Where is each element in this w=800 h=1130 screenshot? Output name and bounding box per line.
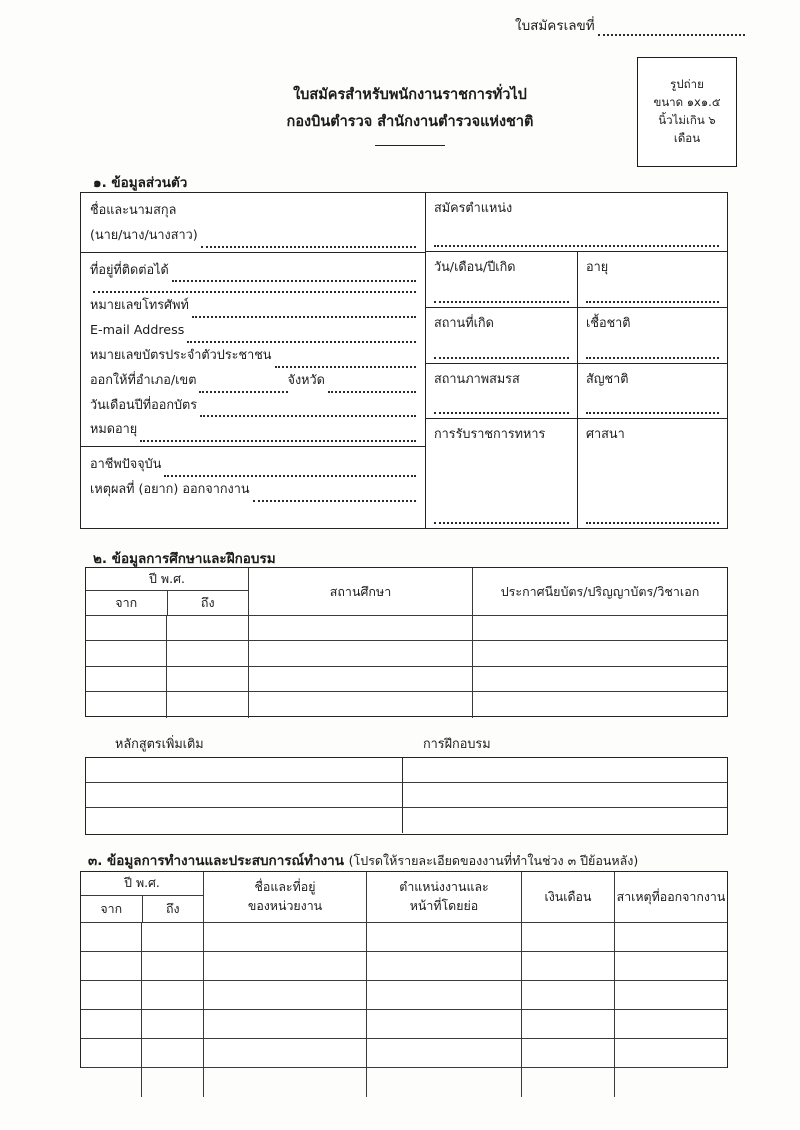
work-table-header	[81, 872, 727, 923]
education-table-header	[86, 568, 727, 616]
age-label: อายุ	[586, 259, 609, 274]
work-cell-org[interactable]	[204, 952, 367, 980]
education-degree-header: ประกาศนียบัตร/ปริญญาบัตร/วิชาเอก	[500, 583, 700, 599]
address-label: ที่อยู่ที่ติดต่อได้	[90, 261, 169, 277]
name-label: ชื่อและนามสกุล	[90, 202, 177, 217]
position-dotted-line[interactable]	[434, 239, 719, 247]
table-row[interactable]	[81, 1010, 727, 1039]
personal-left-column	[81, 193, 426, 528]
position-row	[426, 193, 727, 251]
issued-at-label: ออกให้ที่อำเภอ/เขต	[90, 371, 197, 387]
occupation-block	[81, 446, 425, 506]
nationality-dotted-line[interactable]	[586, 406, 719, 414]
work-cell-position[interactable]	[367, 1039, 522, 1067]
education-cell-school[interactable]	[249, 616, 473, 640]
issued-at-input-row[interactable]	[90, 368, 416, 393]
birthplace-row	[426, 307, 727, 363]
education-cell-from[interactable]	[86, 616, 167, 640]
education-year-subheaders	[86, 591, 248, 615]
section-3-heading-note: (โปรดให้รายละเอียดของงานที่ทำในช่วง ๓ ปีย้อนหลัง)	[348, 853, 639, 868]
table-row[interactable]	[86, 783, 727, 808]
province-dotted-line[interactable]	[328, 381, 416, 392]
birthdate-label: วัน/เดือน/ปีเกิด	[434, 259, 516, 274]
work-cell-org[interactable]	[204, 981, 367, 1009]
application-number-field[interactable]	[515, 14, 745, 36]
work-cell-salary[interactable]	[522, 1039, 615, 1067]
work-cell-position[interactable]	[367, 1068, 522, 1097]
work-position-header-line-1: ตำแหน่งงานและ	[399, 879, 489, 895]
phone-input-row[interactable]	[90, 293, 416, 318]
work-cell-reason[interactable]	[615, 1068, 727, 1097]
education-cell-to[interactable]	[167, 692, 249, 717]
photo-box-line-2: ขนาด ๑x๑.๕	[653, 95, 721, 110]
birthplace-cell[interactable]	[426, 308, 578, 363]
military-service-label: การรับราชการทหาร	[434, 426, 546, 441]
work-year-subheaders	[81, 896, 203, 922]
name-dotted-line[interactable]	[201, 236, 416, 247]
personal-right-column	[426, 193, 727, 528]
religion-label: ศาสนา	[586, 426, 625, 441]
work-org-header-line-2: ของหน่วยงาน	[247, 898, 323, 913]
education-to-header: ถึง	[200, 595, 215, 610]
section-2-heading: ๒. ข้อมูลการศึกษาและฝึกอบรม	[93, 551, 276, 567]
birthdate-dotted-line[interactable]	[434, 295, 569, 303]
education-cell-from[interactable]	[86, 667, 167, 691]
work-cell-to[interactable]	[142, 1039, 204, 1067]
education-cell-degree[interactable]	[473, 616, 727, 640]
marital-status-label: สถานภาพสมรส	[434, 371, 520, 386]
training-cell-training[interactable]	[403, 808, 727, 833]
nationality-label: สัญชาติ	[586, 371, 629, 386]
table-row[interactable]	[81, 1039, 727, 1068]
address-input-row[interactable]	[90, 258, 416, 283]
work-cell-reason[interactable]	[615, 952, 727, 980]
education-year-group	[86, 568, 249, 615]
work-cell-org[interactable]	[204, 1010, 367, 1038]
education-year-group-header: ปี พ.ศ.	[86, 568, 248, 591]
expiry-dotted-line[interactable]	[140, 431, 416, 442]
work-cell-position[interactable]	[367, 1010, 522, 1038]
education-cell-school[interactable]	[249, 692, 473, 717]
table-row[interactable]	[81, 952, 727, 981]
marital-status-dotted-line[interactable]	[434, 406, 569, 414]
education-cell-from[interactable]	[86, 641, 167, 665]
name-label-row	[90, 198, 416, 223]
military-service-dotted-line[interactable]	[434, 516, 569, 524]
work-cell-from[interactable]	[81, 1010, 142, 1038]
education-cell-to[interactable]	[167, 616, 249, 640]
work-leave-reason-header: สาเหตุที่ออกจากงาน	[616, 888, 726, 904]
work-from-header: จาก	[81, 896, 143, 922]
work-org-header	[204, 872, 367, 922]
name-prefix-label: (นาย/นาง/นางสาว)	[90, 226, 198, 242]
work-cell-from[interactable]	[81, 923, 142, 951]
training-cell-course[interactable]	[86, 783, 403, 807]
military-service-cell[interactable]	[426, 419, 578, 528]
work-cell-salary[interactable]	[522, 952, 615, 980]
work-salary-header: เงินเดือน	[522, 872, 615, 922]
position-cell[interactable]	[426, 193, 727, 251]
issue-date-label: วันเดือนปีที่ออกบัตร	[90, 396, 198, 412]
issue-date-input-row[interactable]	[90, 393, 416, 418]
work-cell-to[interactable]	[142, 923, 204, 951]
work-to-header: ถึง	[165, 900, 180, 916]
education-cell-from[interactable]	[86, 692, 167, 717]
table-row[interactable]	[86, 616, 727, 641]
religion-dotted-line[interactable]	[586, 516, 719, 524]
title-divider-rule	[375, 145, 445, 146]
work-cell-to[interactable]	[142, 1010, 204, 1038]
education-cell-degree[interactable]	[473, 667, 727, 691]
leave-reason-input-row[interactable]	[90, 477, 416, 502]
issued-at-dotted-line[interactable]	[199, 381, 287, 392]
work-org-header-line-1: ชื่อและที่อยู่	[254, 879, 316, 895]
work-position-header	[367, 872, 522, 922]
training-cell-training[interactable]	[403, 783, 727, 807]
id-card-dotted-line[interactable]	[275, 357, 417, 368]
expiry-label: หมดอายุ	[90, 421, 138, 437]
current-job-dotted-line[interactable]	[164, 466, 416, 477]
photo-box-line-1: รูปถ่าย	[670, 77, 704, 92]
ethnicity-cell[interactable]	[578, 308, 727, 363]
work-cell-reason[interactable]	[615, 1010, 727, 1038]
ethnicity-label: เชื้อชาติ	[586, 315, 631, 330]
address-dotted-line-1[interactable]	[172, 271, 416, 282]
education-from-header: จาก	[86, 591, 168, 615]
email-dotted-line[interactable]	[187, 332, 416, 343]
birth-row	[426, 251, 727, 307]
education-cell-degree[interactable]	[473, 641, 727, 665]
work-cell-position[interactable]	[367, 923, 522, 951]
work-year-group-header: ปี พ.ศ.	[81, 872, 203, 896]
work-cell-to[interactable]	[142, 1068, 204, 1097]
section-3-heading	[88, 849, 638, 871]
work-cell-to[interactable]	[142, 952, 204, 980]
name-input-row[interactable]	[90, 223, 416, 248]
id-card-input-row[interactable]	[90, 343, 416, 368]
current-job-input-row[interactable]	[90, 452, 416, 477]
work-cell-org[interactable]	[204, 1039, 367, 1067]
work-experience-table	[80, 871, 728, 1068]
work-year-group	[81, 872, 204, 922]
form-title-line-1: ใบสมัครสำหรับพนักงานราชการทั่วไป	[293, 87, 527, 103]
photo-box-line-4: เดือน	[673, 130, 701, 145]
leave-reason-label: เหตุผลที่ (อยาก) ออกจากงาน	[90, 480, 250, 496]
birthplace-label: สถานที่เกิด	[434, 315, 494, 330]
phone-dotted-line[interactable]	[192, 307, 416, 318]
work-cell-salary[interactable]	[522, 1068, 615, 1097]
birthplace-dotted-line[interactable]	[434, 351, 569, 359]
work-cell-position[interactable]	[367, 981, 522, 1009]
work-cell-reason[interactable]	[615, 923, 727, 951]
expiry-input-row[interactable]	[90, 417, 416, 442]
address-dotted-line-2[interactable]	[93, 282, 416, 293]
work-position-header-line-2: หน้าที่โดยย่อ	[409, 898, 479, 913]
military-row	[426, 418, 727, 528]
current-job-label: อาชีพปัจจุบัน	[90, 456, 162, 472]
leave-reason-dotted-line[interactable]	[253, 490, 417, 501]
contact-block	[81, 252, 425, 447]
table-row[interactable]	[86, 758, 727, 783]
personal-information-table	[80, 192, 728, 529]
table-row[interactable]	[86, 692, 727, 717]
work-cell-to[interactable]	[142, 981, 204, 1009]
work-cell-org[interactable]	[204, 1068, 367, 1097]
work-cell-org[interactable]	[204, 923, 367, 951]
education-cell-school[interactable]	[249, 641, 473, 665]
email-label: E-mail Address	[90, 322, 185, 338]
education-cell-degree[interactable]	[473, 692, 727, 717]
work-cell-salary[interactable]	[522, 1010, 615, 1038]
training-cell-course[interactable]	[86, 808, 403, 833]
marital-status-cell[interactable]	[426, 364, 578, 418]
table-row[interactable]	[86, 641, 727, 666]
work-cell-reason[interactable]	[615, 1039, 727, 1067]
work-cell-from[interactable]	[81, 952, 142, 980]
table-row[interactable]	[86, 667, 727, 692]
education-cell-school[interactable]	[249, 667, 473, 691]
age-dotted-line[interactable]	[586, 295, 719, 303]
table-row[interactable]	[81, 1068, 727, 1097]
form-title	[230, 82, 590, 146]
work-cell-salary[interactable]	[522, 981, 615, 1009]
work-cell-from[interactable]	[81, 981, 142, 1009]
training-table	[85, 757, 728, 835]
application-number-dotted-line[interactable]	[598, 24, 745, 36]
education-cell-to[interactable]	[167, 641, 249, 665]
province-label: จังหวัด	[287, 371, 325, 387]
form-title-line-2: กองบินตำรวจ สำนักงานตำรวจแห่งชาติ	[286, 113, 534, 130]
application-number-label: ใบสมัครเลขที่	[515, 18, 595, 34]
birthdate-cell[interactable]	[426, 252, 578, 307]
work-cell-salary[interactable]	[522, 923, 615, 951]
education-school-header: สถานศึกษา	[249, 568, 473, 615]
work-cell-reason[interactable]	[615, 981, 727, 1009]
marital-row	[426, 363, 727, 418]
email-input-row[interactable]	[90, 318, 416, 343]
photo-box-line-3: นิ้วไม่เกิน ๖	[658, 113, 716, 127]
work-cell-from[interactable]	[81, 1039, 142, 1067]
training-cell-training[interactable]	[403, 758, 727, 782]
position-label: สมัครตำแหน่ง	[434, 200, 513, 215]
table-row[interactable]	[81, 923, 727, 952]
ethnicity-dotted-line[interactable]	[586, 351, 719, 359]
section-3-heading-text: ๓. ข้อมูลการทำงานและประสบการณ์ทำงาน	[88, 853, 344, 869]
section-1-heading: ๑. ข้อมูลส่วนตัว	[93, 175, 188, 191]
age-cell[interactable]	[578, 252, 727, 307]
work-cell-from[interactable]	[81, 1068, 142, 1097]
name-block	[81, 193, 425, 252]
table-row[interactable]	[86, 808, 727, 833]
training-cell-course[interactable]	[86, 758, 403, 782]
extra-course-header: หลักสูตรเพิ่มเติม	[115, 736, 204, 751]
issue-date-dotted-line[interactable]	[200, 406, 416, 417]
training-header: การฝึกอบรม	[423, 736, 491, 751]
religion-cell[interactable]	[578, 419, 727, 528]
education-table	[85, 567, 728, 717]
training-table-labels	[85, 733, 728, 753]
table-row[interactable]	[81, 981, 727, 1010]
id-card-label: หมายเลขบัตรประจำตัวประชาชน	[90, 346, 272, 362]
photo-placeholder-box[interactable]	[637, 57, 737, 167]
education-cell-to[interactable]	[167, 667, 249, 691]
work-cell-position[interactable]	[367, 952, 522, 980]
phone-label: หมายเลขโทรศัพท์	[90, 297, 189, 313]
address-input-row-2[interactable]	[90, 282, 416, 293]
nationality-cell[interactable]	[578, 364, 727, 418]
